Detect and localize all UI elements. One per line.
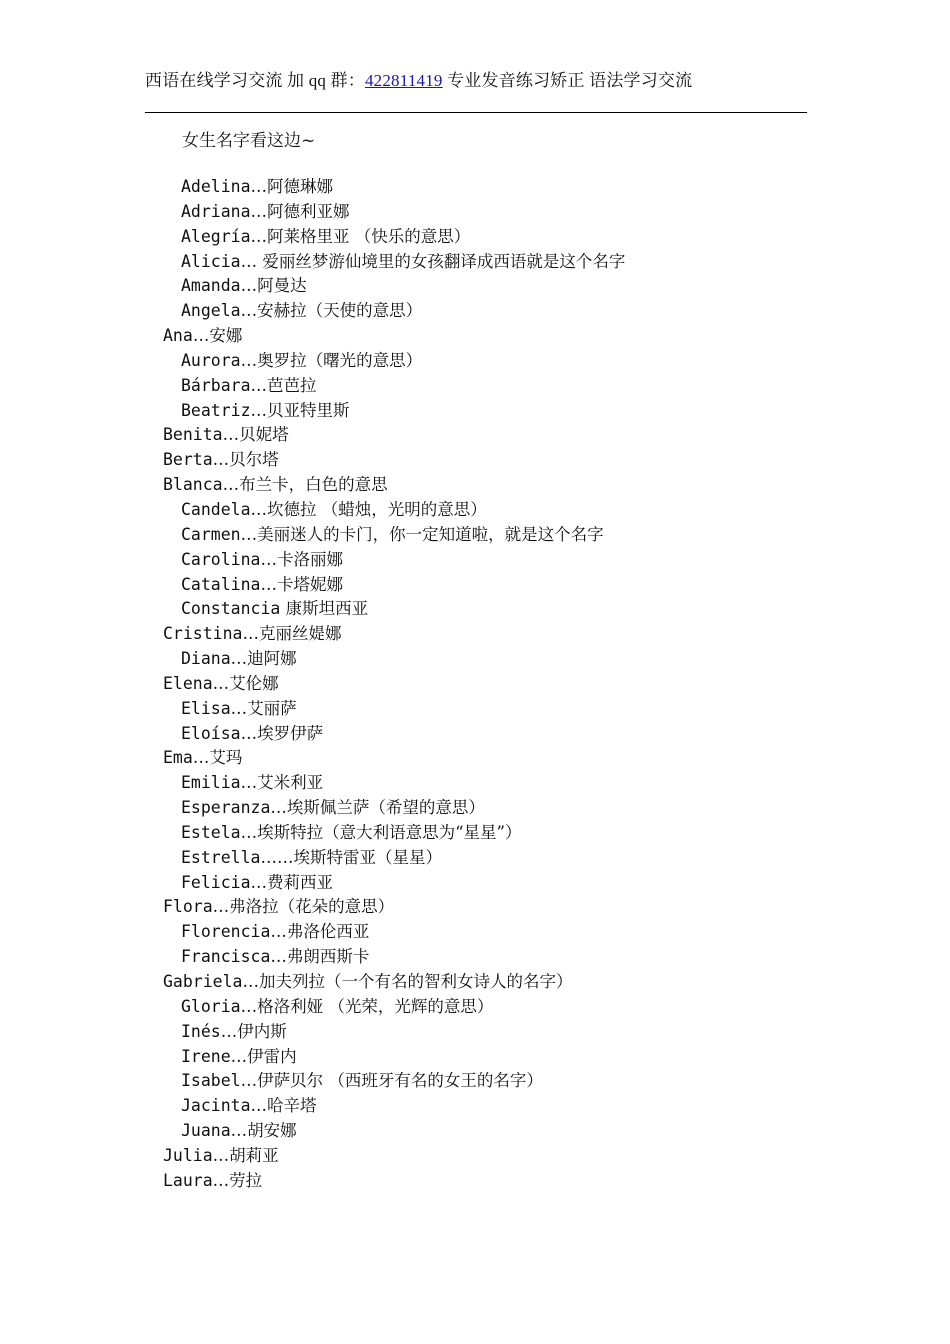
name-separator: … xyxy=(192,748,210,768)
chinese-name: 安赫拉（天使的意思） xyxy=(257,301,423,321)
page-header xyxy=(145,66,692,91)
chinese-name: 加夫列拉（一个有名的智利女诗人的名字） xyxy=(258,972,573,991)
spanish-name: Juana xyxy=(181,1121,231,1141)
list-item xyxy=(0,1169,625,1194)
name-separator: … xyxy=(240,251,263,271)
chinese-name: 迪阿娜 xyxy=(247,649,297,669)
spanish-name: Ana xyxy=(163,326,193,346)
chinese-name: 埃罗伊萨 xyxy=(257,723,324,743)
list-item xyxy=(0,349,625,374)
chinese-name: 芭芭拉 xyxy=(267,375,317,395)
chinese-name: 艾丽萨 xyxy=(247,698,297,718)
list-item xyxy=(0,299,625,324)
spanish-name: Gloria xyxy=(181,996,241,1016)
chinese-name: 贝亚特里斯 xyxy=(267,400,350,420)
name-separator: … xyxy=(250,872,268,892)
spanish-name: Elena xyxy=(163,673,213,693)
name-separator: … xyxy=(220,1021,238,1041)
name-separator: … xyxy=(230,1121,248,1141)
spanish-name: Isabel xyxy=(181,1071,241,1091)
list-item xyxy=(0,1119,625,1144)
list-item xyxy=(0,1094,625,1119)
chinese-name: 坎德拉 （蜡烛，光明的意思） xyxy=(267,499,487,519)
name-separator: … xyxy=(212,1145,230,1165)
spanish-name: Laura xyxy=(163,1170,213,1190)
list-item xyxy=(0,1144,625,1169)
name-separator: … xyxy=(270,947,287,967)
header-divider xyxy=(145,112,807,113)
name-separator: … xyxy=(212,450,230,470)
list-item xyxy=(0,448,625,473)
list-item xyxy=(0,796,625,821)
name-separator: …… xyxy=(260,847,294,867)
qq-group-link[interactable]: 422811419 xyxy=(364,71,443,90)
list-item xyxy=(0,697,625,722)
chinese-name: 美丽迷人的卡门，你一定知道啦，就是这个名字 xyxy=(257,524,604,544)
chinese-name: 康斯坦西亚 xyxy=(285,599,369,619)
name-list xyxy=(0,175,625,1194)
name-separator: … xyxy=(230,698,248,718)
chinese-name: 卡洛丽娜 xyxy=(276,549,343,569)
spanish-name: Eloísa xyxy=(181,723,241,743)
list-item xyxy=(0,473,625,498)
chinese-name: 阿德琳娜 xyxy=(267,177,334,196)
chinese-name: 弗洛伦西亚 xyxy=(286,922,370,942)
spanish-name: Adelina xyxy=(181,177,251,196)
chinese-name: 胡莉亚 xyxy=(229,1145,279,1165)
list-item xyxy=(0,771,625,796)
list-item xyxy=(0,597,625,622)
spanish-name: Adriana xyxy=(181,201,251,221)
name-separator: … xyxy=(212,673,230,693)
name-separator: … xyxy=(240,276,258,296)
name-separator: … xyxy=(250,1096,268,1116)
name-separator: … xyxy=(250,375,268,395)
list-item xyxy=(0,746,625,771)
chinese-name: 奥罗拉（曙光的意思） xyxy=(257,350,423,370)
chinese-name: 埃斯特雷亚（星星） xyxy=(293,847,442,867)
spanish-name: Angela xyxy=(181,301,241,321)
list-item xyxy=(0,846,625,871)
name-separator: … xyxy=(230,1046,248,1066)
spanish-name: Constancia xyxy=(181,599,281,619)
spanish-name: Diana xyxy=(181,649,231,669)
spanish-name: Carmen xyxy=(181,524,241,544)
list-item xyxy=(0,523,625,548)
name-separator: … xyxy=(192,326,210,346)
spanish-name: Esperanza xyxy=(181,798,271,818)
chinese-name: 伊雷内 xyxy=(247,1046,297,1066)
name-separator: … xyxy=(240,723,258,743)
chinese-name: 艾伦娜 xyxy=(229,673,279,693)
list-item xyxy=(0,895,625,920)
list-item xyxy=(0,548,625,573)
chinese-name: 艾玛 xyxy=(209,748,243,768)
list-item xyxy=(0,374,625,399)
list-item xyxy=(0,324,625,349)
list-item xyxy=(0,399,625,424)
name-separator: … xyxy=(242,624,259,644)
list-item xyxy=(0,225,625,250)
name-separator: … xyxy=(240,350,258,370)
spanish-name: Jacinta xyxy=(181,1096,251,1116)
name-separator: … xyxy=(270,798,287,818)
spanish-name: Amanda xyxy=(181,276,241,296)
spanish-name: Estela xyxy=(181,822,241,842)
name-separator: … xyxy=(270,922,287,942)
name-separator: … xyxy=(250,177,268,196)
spanish-name: Alicia xyxy=(181,251,241,271)
name-separator: … xyxy=(250,400,268,420)
chinese-name: 哈辛塔 xyxy=(267,1096,317,1116)
spanish-name: Inés xyxy=(181,1021,221,1041)
chinese-name: 胡安娜 xyxy=(247,1121,297,1141)
spanish-name: Flora xyxy=(163,897,213,917)
list-item xyxy=(0,672,625,697)
list-item xyxy=(0,647,625,672)
chinese-name: 克丽丝媞娜 xyxy=(258,624,342,644)
spanish-name: Berta xyxy=(163,450,213,470)
name-separator: … xyxy=(240,524,258,544)
list-item xyxy=(0,1020,625,1045)
name-separator: … xyxy=(250,201,268,221)
spanish-name: Felicia xyxy=(181,872,251,892)
chinese-name: 埃斯佩兰萨（希望的意思） xyxy=(286,798,485,818)
spanish-name: Florencia xyxy=(181,922,271,942)
name-separator: … xyxy=(240,1071,258,1091)
chinese-name: 弗朗西斯卡 xyxy=(286,947,370,967)
spanish-name: Ema xyxy=(163,748,193,768)
chinese-name: 弗洛拉（花朵的意思） xyxy=(229,897,395,917)
spanish-name: Gabriela xyxy=(163,972,243,991)
spanish-name: Elisa xyxy=(181,698,231,718)
spanish-name: Emilia xyxy=(181,773,241,793)
chinese-name: 安娜 xyxy=(209,326,243,346)
spanish-name: Bárbara xyxy=(181,375,251,395)
chinese-name: 劳拉 xyxy=(229,1170,263,1190)
chinese-name: 阿德利亚娜 xyxy=(267,201,350,221)
list-item xyxy=(0,945,625,970)
name-separator: … xyxy=(240,301,258,321)
chinese-name: 布兰卡，白色的意思 xyxy=(239,475,388,495)
list-item xyxy=(0,423,625,448)
name-separator: … xyxy=(212,1170,230,1190)
list-item xyxy=(0,622,625,647)
name-separator: … xyxy=(242,972,259,991)
name-separator: … xyxy=(250,226,268,246)
list-item xyxy=(0,200,625,225)
spanish-name: Estrella xyxy=(181,847,261,867)
list-item xyxy=(0,175,625,200)
spanish-name: Catalina xyxy=(181,574,261,594)
name-separator: … xyxy=(230,649,248,669)
spanish-name: Beatriz xyxy=(181,400,251,420)
header-prefix: 西语在线学习交流 加 qq 群： xyxy=(145,71,365,90)
name-separator: … xyxy=(222,425,240,445)
spanish-name: Cristina xyxy=(163,624,243,644)
spanish-name: Julia xyxy=(163,1145,213,1165)
chinese-name: 卡塔妮娜 xyxy=(276,574,343,594)
spanish-name: Candela xyxy=(181,499,251,519)
chinese-name: 贝妮塔 xyxy=(239,425,289,445)
list-item xyxy=(0,871,625,896)
list-item xyxy=(0,970,625,995)
header-suffix: 专业发音练习矫正 语法学习交流 xyxy=(442,71,693,90)
name-separator: … xyxy=(240,822,258,842)
chinese-name: 爱丽丝梦游仙境里的女孩翻译成西语就是这个名字 xyxy=(262,251,626,271)
spanish-name: Alegría xyxy=(181,226,251,246)
name-separator: … xyxy=(260,574,277,594)
list-item xyxy=(0,722,625,747)
list-item xyxy=(0,250,625,275)
chinese-name: 阿曼达 xyxy=(257,276,307,296)
spanish-name: Irene xyxy=(181,1046,231,1066)
list-item xyxy=(0,1045,625,1070)
name-separator: … xyxy=(212,897,230,917)
name-separator: … xyxy=(222,475,240,495)
chinese-name: 伊内斯 xyxy=(237,1021,287,1041)
spanish-name: Benita xyxy=(163,425,223,445)
chinese-name: 阿莱格里亚 （快乐的意思） xyxy=(267,226,471,246)
chinese-name: 埃斯特拉（意大利语意思为“星星”） xyxy=(257,822,522,842)
list-item xyxy=(0,920,625,945)
list-item xyxy=(0,1069,625,1094)
name-separator: … xyxy=(250,499,268,519)
list-item xyxy=(0,274,625,299)
list-item xyxy=(0,573,625,598)
section-intro: 女生名字看这边~ xyxy=(182,131,316,151)
spanish-name: Carolina xyxy=(181,549,261,569)
spanish-name: Blanca xyxy=(163,475,223,495)
chinese-name: 伊萨贝尔 （西班牙有名的女王的名字） xyxy=(257,1071,543,1091)
spanish-name: Francisca xyxy=(181,947,271,967)
chinese-name: 艾米利亚 xyxy=(257,773,324,793)
spanish-name: Aurora xyxy=(181,350,241,370)
list-item xyxy=(0,498,625,523)
name-separator: … xyxy=(240,773,258,793)
chinese-name: 格洛利娅 （光荣，光辉的意思） xyxy=(257,996,494,1016)
name-separator: … xyxy=(240,996,258,1016)
list-item xyxy=(0,821,625,846)
chinese-name: 贝尔塔 xyxy=(229,450,279,470)
list-item xyxy=(0,995,625,1020)
name-separator: … xyxy=(260,549,277,569)
chinese-name: 费莉西亚 xyxy=(267,872,334,892)
